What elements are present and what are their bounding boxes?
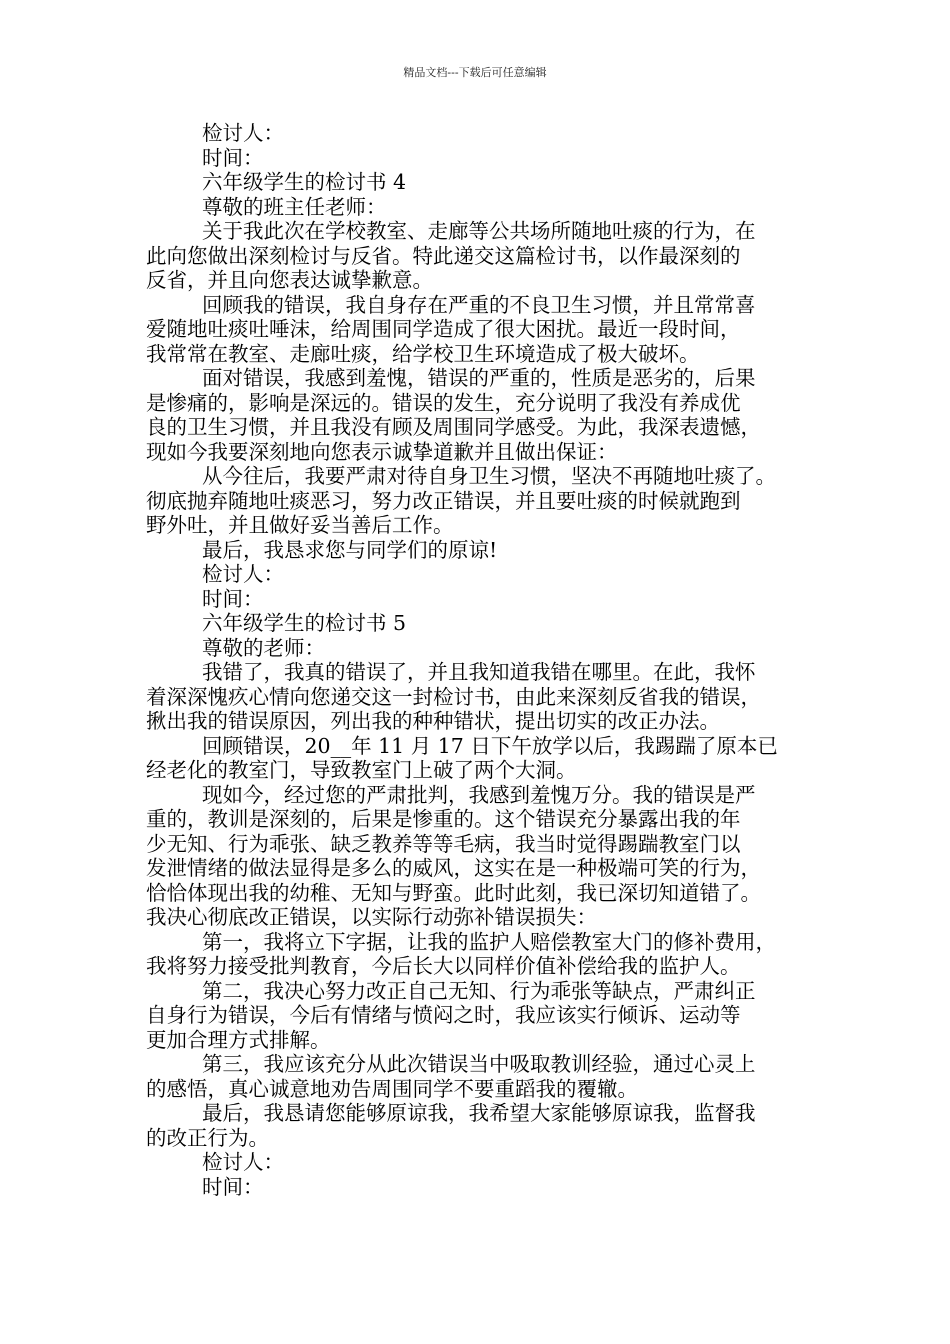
text-line: 揪出我的错误原因，列出我的种种错状，提出切实的改正办法。 [146,709,720,733]
text-line: 发泄情绪的做法显得是多么的威风，这实在是一种极端可笑的行为， [146,856,761,880]
text-line: 时间： [202,586,264,611]
text-line: 我错了，我真的错误了，并且我知道我错在哪里。在此，我怀 [202,660,756,684]
text-line: 我决心彻底改正错误，以实际行动弥补错误损失： [146,905,597,929]
text-line: 检讨人： [202,1150,284,1174]
text-line: 是惨痛的，影响是深远的。错误的发生，充分说明了我没有养成优 [146,390,741,415]
text-line: 的感悟，真心诚意地劝告周围同学不要重蹈我的覆辙。 [146,1076,638,1101]
text-line: 少无知、行为乖张、缺乏教养等等毛病，我当时觉得踢踹教室门以 [146,831,741,856]
text-line: 重的，教训是深刻的，后果是惨重的。这个错误充分暴露出我的年 [146,807,741,831]
text-line: 此向您做出深刻检讨与反省。特此递交这篇检讨书，以作最深刻的 [146,243,741,268]
text-line: 检讨人： [202,121,284,145]
text-line: 时间： [202,1174,264,1199]
text-line: 尊敬的老师： [202,635,325,660]
text-line: 第一，我将立下字据，让我的监护人赔偿教室大门的修补费用， [202,929,776,954]
text-line: 恰恰体现出我的幼稚、无知与野蛮。此时此刻，我已深切知道错了。 [146,880,761,905]
text-line: 自身行为错误，今后有情绪与愤闷之时，我应该实行倾诉、运动等 [146,1003,741,1027]
text-line: 着深深愧疚心情向您递交这一封检讨书，由此来深刻反省我的错误， [146,684,761,709]
text-line: 最后，我恳求您与同学们的原谅! [202,537,498,562]
text-line: 面对错误，我感到羞愧，错误的严重的，性质是恶劣的，后果 [202,366,756,390]
text-line: 六年级学生的检讨书 5 [202,611,407,635]
text-line: 第三，我应该充分从此次错误当中吸取教训经验，通过心灵上 [202,1052,756,1076]
text-line: 现如今，经过您的严肃批判，我感到羞愧万分。我的错误是严 [202,782,756,807]
text-line: 回顾错误，20__年 11 月 17 日下午放学以后，我踢踹了原本已 [202,733,778,758]
text-line: 尊敬的班主任老师： [202,194,387,219]
text-line: 回顾我的错误，我自身存在严重的不良卫生习惯，并且常常喜 [202,292,756,317]
text-line: 经老化的教室门，导致教室门上破了两个大洞。 [146,758,577,782]
text-line: 我常常在教室、走廊吐痰，给学校卫生环境造成了极大破坏。 [146,341,700,366]
document-body [146,121,818,1199]
text-line: 反省，并且向您表达诚挚歉意。 [146,268,433,292]
text-line: 最后，我恳请您能够原谅我，我希望大家能够原谅我，监督我 [202,1101,756,1125]
text-line: 爱随地吐痰吐唾沫，给周围同学造成了很大困扰。最近一段时间， [146,317,741,341]
text-line: 时间： [202,145,264,170]
text-line: 关于我此次在学校教室、走廊等公共场所随地吐痰的行为，在 [202,219,756,243]
text-line: 检讨人： [202,562,284,586]
text-line: 第二，我决心努力改正自己无知、行为乖张等缺点，严肃纠正 [202,978,756,1003]
text-line: 从今往后，我要严肃对待自身卫生习惯，坚决不再随地吐痰了。 [202,464,776,488]
text-line: 良的卫生习惯，并且我没有顾及周围同学感受。为此，我深表遗憾， [146,415,761,439]
text-line: 野外吐，并且做好妥当善后工作。 [146,513,454,537]
text-line: 六年级学生的检讨书 4 [202,170,407,194]
text-line: 更加合理方式排解。 [146,1027,331,1052]
text-line: 我将努力接受批判教育，今后长大以同样价值补偿给我的监护人。 [146,954,741,978]
text-line: 彻底抛弃随地吐痰恶习，努力改正错误，并且要吐痰的时候就跑到 [146,488,741,513]
page-header: 精品文档---下载后可任意编辑 [403,66,547,79]
text-line: 的改正行为。 [146,1125,269,1150]
text-line: 现如今我要深刻地向您表示诚挚道歉并且做出保证： [146,439,618,464]
